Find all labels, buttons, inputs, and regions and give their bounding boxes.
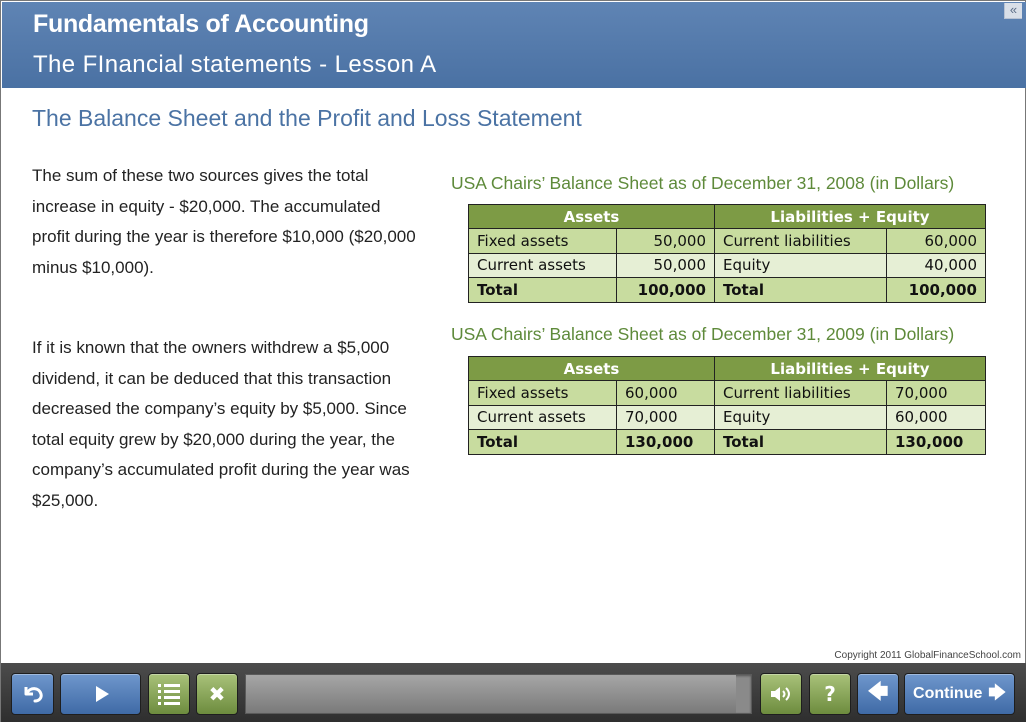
table-cell: Total: [715, 430, 887, 455]
lesson-header: [2, 2, 1026, 88]
play-button[interactable]: [60, 673, 141, 715]
table-row: [469, 229, 986, 254]
table-header-cell: Liabilities + Equity: [715, 357, 986, 381]
body-paragraph: The sum of these two sources gives the total increase in equity - $20,000. The accumulated profit during the year is therefore $10,000 ($20,000 minus $10,000).: [32, 166, 416, 277]
audio-button[interactable]: [760, 673, 802, 715]
back-arrow-icon: 🡄: [867, 679, 889, 703]
undo-icon: [21, 683, 45, 705]
table-header-row: [469, 205, 986, 229]
audio-icon: [769, 684, 793, 704]
balance-sheet-title: USA Chairs’ Balance Sheet as of December 31, 2009 (in Dollars): [451, 324, 955, 344]
table-cell: Total: [715, 278, 887, 303]
continue-label: Continue: [913, 685, 983, 702]
copyright-notice: Copyright 2011 GlobalFinanceSchool.com: [834, 650, 1021, 661]
player-toolbar: [1, 663, 1026, 722]
close-button[interactable]: [196, 673, 238, 715]
table-cell: Equity: [715, 405, 887, 430]
menu-list-icon: [158, 683, 180, 705]
table-cell: 70,000: [887, 381, 986, 406]
table-header-row: [469, 357, 986, 381]
table-cell: 60,000: [887, 229, 986, 254]
table-cell: Current assets: [469, 253, 617, 278]
collapse-button[interactable]: [1004, 3, 1022, 19]
table-cell: 70,000: [617, 405, 715, 430]
table-cell: 100,000: [617, 278, 715, 303]
table-cell: Current liabilities: [715, 229, 887, 254]
table-cell: Total: [469, 430, 617, 455]
table-header-cell: Liabilities + Equity: [715, 205, 986, 229]
table-cell: Total: [469, 278, 617, 303]
help-icon: ?: [824, 682, 836, 706]
table-cell: Fixed assets: [469, 381, 617, 406]
progress-fill: [246, 675, 736, 713]
help-button[interactable]: [809, 673, 851, 715]
table-cell: Current liabilities: [715, 381, 887, 406]
table-cell: 40,000: [887, 253, 986, 278]
table-total-row: [469, 278, 986, 303]
table-total-row: [469, 430, 986, 455]
table-cell: Fixed assets: [469, 229, 617, 254]
back-button[interactable]: [857, 673, 899, 715]
course-title: Fundamentals of Accounting: [33, 10, 369, 38]
table-cell: 50,000: [617, 229, 715, 254]
balance-sheet-table: [468, 356, 986, 455]
table-cell: Current assets: [469, 405, 617, 430]
table-header-cell: Assets: [469, 205, 715, 229]
table-row: [469, 253, 986, 278]
table-cell: 100,000: [887, 278, 986, 303]
continue-button[interactable]: [904, 673, 1015, 715]
table-row: [469, 381, 986, 406]
forward-arrow-icon: 🡆: [988, 682, 1006, 703]
lesson-title: The FInancial statements - Lesson A: [33, 51, 437, 78]
table-cell: 50,000: [617, 253, 715, 278]
balance-sheet-title: USA Chairs’ Balance Sheet as of December 31, 2008 (in Dollars): [451, 173, 955, 193]
table-cell: Equity: [715, 253, 887, 278]
close-icon: ✖: [208, 682, 226, 706]
play-icon: [96, 686, 109, 702]
balance-sheet-table: [468, 204, 986, 303]
undo-button[interactable]: [11, 673, 54, 715]
table-cell: 130,000: [887, 430, 986, 455]
table-header-cell: Assets: [469, 357, 715, 381]
double-chevron-left-icon: «: [1009, 2, 1018, 17]
table-row: [469, 405, 986, 430]
table-cell: 130,000: [617, 430, 715, 455]
menu-button[interactable]: [148, 673, 190, 715]
table-cell: 60,000: [617, 381, 715, 406]
page-title: The Balance Sheet and the Profit and Loss Statement: [32, 105, 582, 131]
table-cell: 60,000: [887, 405, 986, 430]
progress-bar: [245, 674, 752, 714]
body-paragraph: If it is known that the owners withdrew a $5,000 dividend, it can be deduced that this transaction decreased the company’s equity by $5,000. Since total equity grew by $20,000 during the year, the company’s accumulated profit during the year was $25,000.: [32, 338, 410, 510]
